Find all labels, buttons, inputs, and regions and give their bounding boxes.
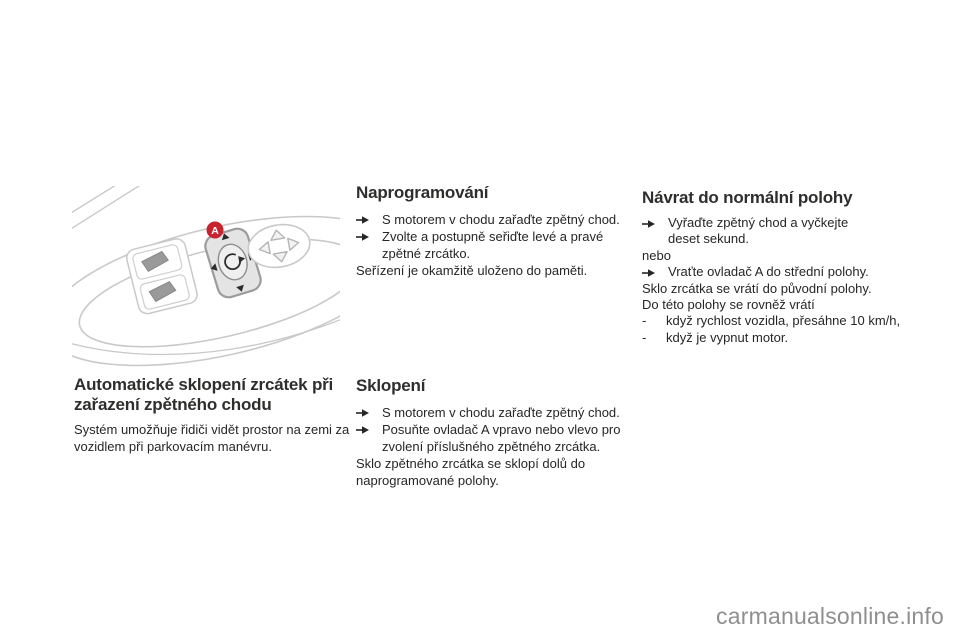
section-body: Systém umožňuje řidiči vidět prostor na zemi za vozidlem při parkovacím manévru.	[74, 422, 350, 454]
list-item	[642, 264, 940, 280]
dash-bullet: -	[642, 313, 647, 329]
section-note: Sklo zrcátka se vrátí do původní polohy.	[642, 280, 872, 296]
badge-letter: A	[211, 225, 219, 237]
watermark: carmanualsonline.info	[716, 603, 944, 629]
section-note: Sklo zpětného zrcátka se sklopí dolů do naprogramované polohy.	[356, 456, 586, 488]
section-title: Automatické sklopení zrcátek při zařazení zpětného chodu	[74, 375, 334, 414]
section-title: Naprogramování	[356, 183, 489, 202]
section-title: Návrat do normální polohy	[642, 188, 853, 207]
arrow-bullet-icon	[356, 421, 382, 435]
section-folding	[356, 376, 634, 489]
section-auto-fold	[74, 375, 352, 455]
section-note: Seřízení je okamžitě uloženo do paměti.	[356, 263, 588, 278]
list-item-text: Zvolte a postupně seřiďte levé a pravé zpětné zrcátko.	[382, 229, 604, 261]
arrow-bullet-icon	[642, 215, 668, 229]
dash-bullet: -	[642, 329, 647, 345]
list-item	[642, 330, 940, 346]
door-panel-drawing	[72, 186, 340, 368]
or-label: nebo	[642, 247, 671, 263]
list-item	[356, 404, 634, 421]
label-a-badge	[207, 222, 224, 239]
list-item-text: když rychlost vozidla, přesáhne 10 km/h,	[666, 313, 901, 329]
list-item-text: Posuňte ovladač A vpravo nebo vlevo pro zvolení příslušného zpětného zrcátka.	[382, 422, 621, 454]
list-item-text: Vyřaďte zpětný chod a vyčkejte deset sekund.	[668, 215, 849, 247]
arrow-bullet-icon	[356, 211, 382, 225]
section-note: Do této polohy se rovněž vrátí	[642, 297, 815, 313]
list-item	[642, 313, 940, 329]
arrow-bullet-icon	[356, 404, 382, 418]
list-item	[356, 421, 634, 455]
section-title: Sklopení	[356, 376, 426, 395]
section-programming	[356, 183, 632, 279]
list-item	[642, 215, 940, 248]
list-item-text: Vraťte ovladač A do střední polohy.	[668, 264, 869, 280]
window-switches	[125, 237, 199, 316]
list-item	[356, 228, 632, 262]
list-item-text: když je vypnut motor.	[666, 329, 789, 345]
list-item	[356, 211, 632, 228]
arrow-bullet-icon	[356, 228, 382, 242]
door-panel-illustration	[72, 186, 340, 368]
section-return-to-normal	[642, 188, 940, 346]
list-item-text: S motorem v chodu zařaďte zpětný chod.	[382, 405, 620, 420]
list-item-text: S motorem v chodu zařaďte zpětný chod.	[382, 212, 620, 227]
arrow-bullet-icon	[642, 264, 668, 278]
